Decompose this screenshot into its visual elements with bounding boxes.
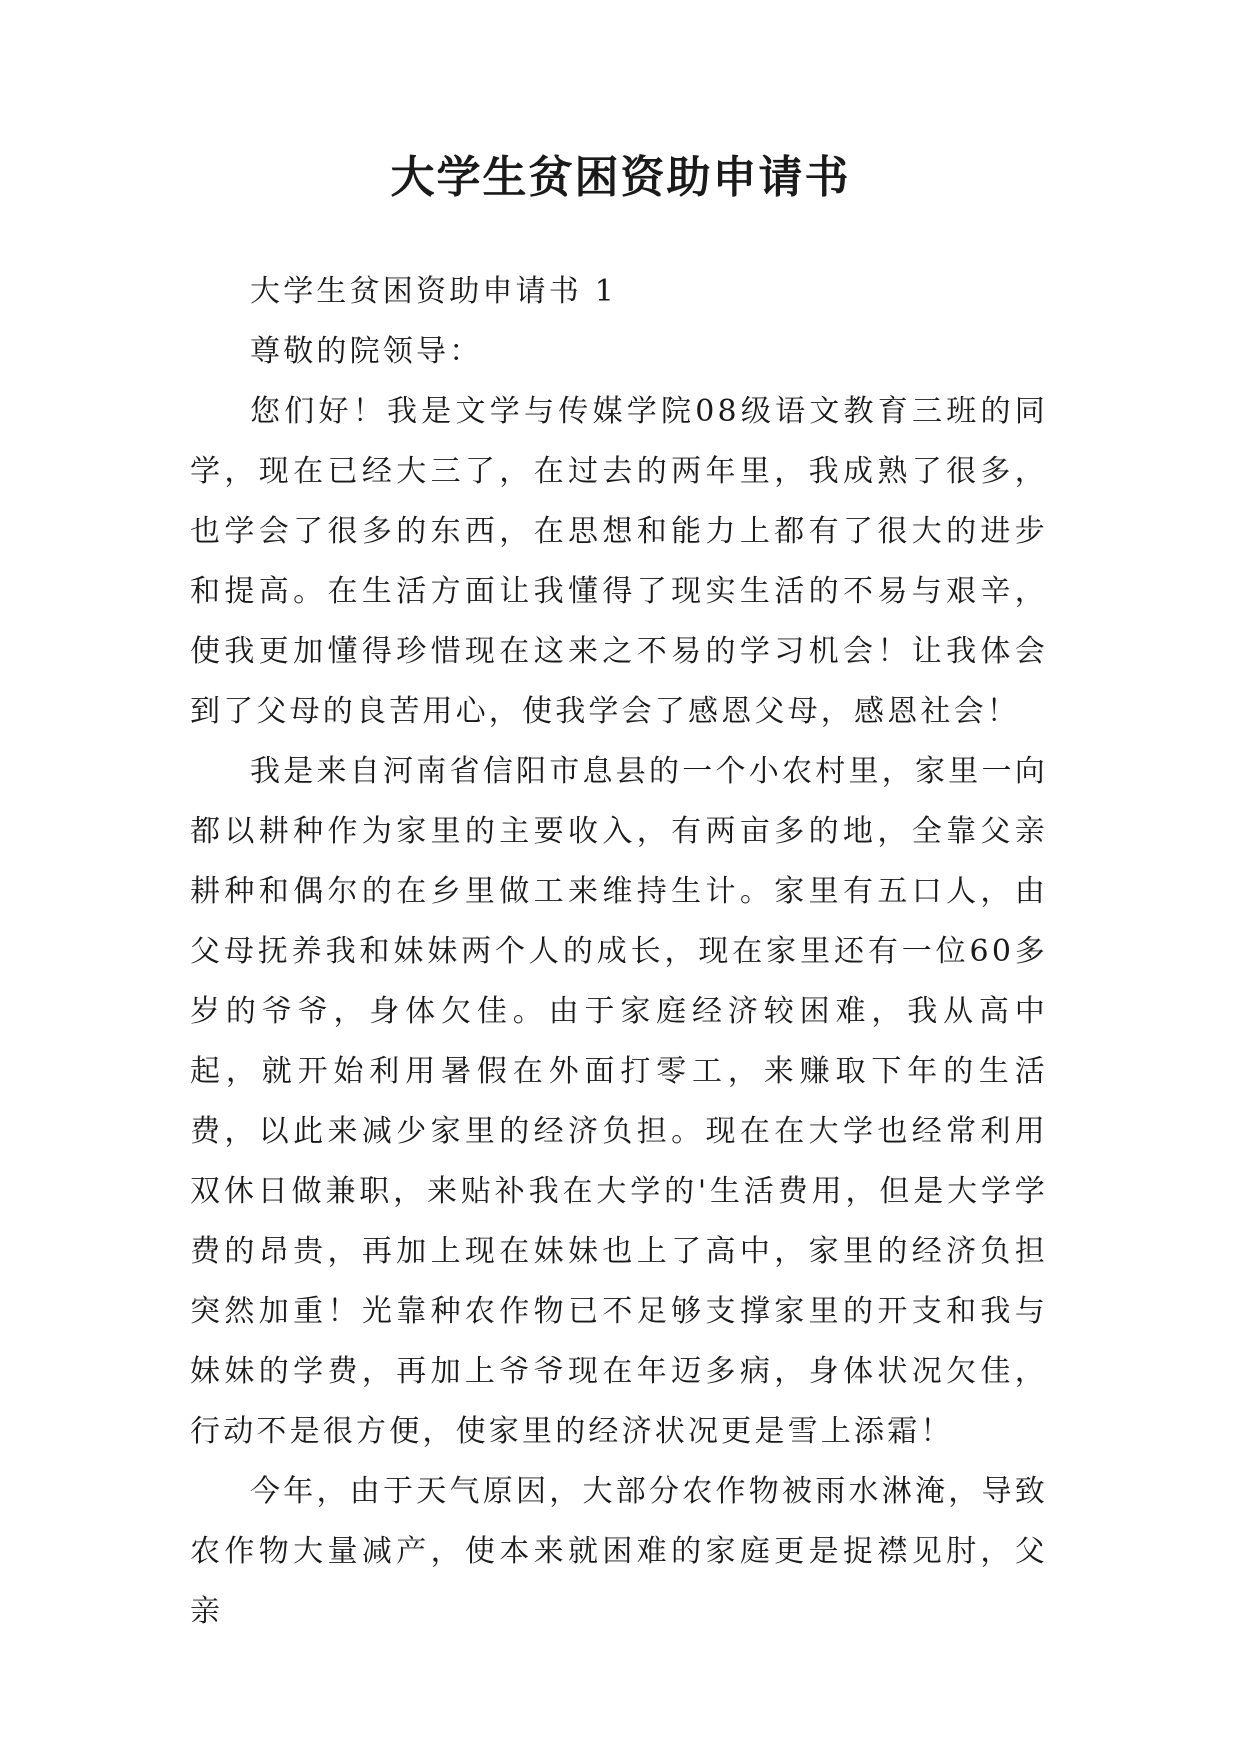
section-heading: 大学生贫困资助申请书 1 <box>250 274 618 309</box>
document-body <box>190 262 1048 1642</box>
paragraph-greeting: 您们好！我是文学与传媒学院08级语文教育三班的同学，现在已经大三了，在过去的两年里，我成熟了很多，也学会了很多的东西，在思想和能力上都有了很大的进步和提高。在生活方面让我懂得了现实生活的不易与艰辛，使我更加懂得珍惜现在这来之不易的学习机会！让我体会到了父母的良苦用心，使我学会了感恩父母，感恩社会！ <box>190 394 1048 729</box>
paragraph-family-background: 我是来自河南省信阳市息县的一个小农村里，家里一向都以耕种作为家里的主要收入，有两亩多的地，全靠父亲耕种和偶尔的在乡里做工来维持生计。家里有五口人，由父母抚养我和妹妹两个人的成长，现在家里还有一位60多岁的爷爷，身体欠佳。由于家庭经济较困难，我从高中起，就开始利用暑假在外面打零工，来赚取下年的生活费，以此来减少家里的经济负担。现在在大学也经常利用双休日做兼职，来贴补我在大学的'生活费用，但是大学学费的昂贵，再加上现在妹妹也上了高中，家里的经济负担突然加重！光靠种农作物已不足够支撑家里的开支和我与妹妹的学费，再加上爷爷现在年迈多病，身体状况欠佳，行动不是很方便，使家里的经济状况更是雪上添霜！ <box>190 754 1048 1449</box>
salutation: 尊敬的院领导： <box>250 334 483 369</box>
document-title: 大学生贫困资助申请书 <box>390 152 851 203</box>
paragraph-this-year: 今年，由于天气原因，大部分农作物被雨水淋淹，导致农作物大量减产，使本来就困难的家庭更是捉襟见肘，父亲 <box>190 1474 1048 1629</box>
